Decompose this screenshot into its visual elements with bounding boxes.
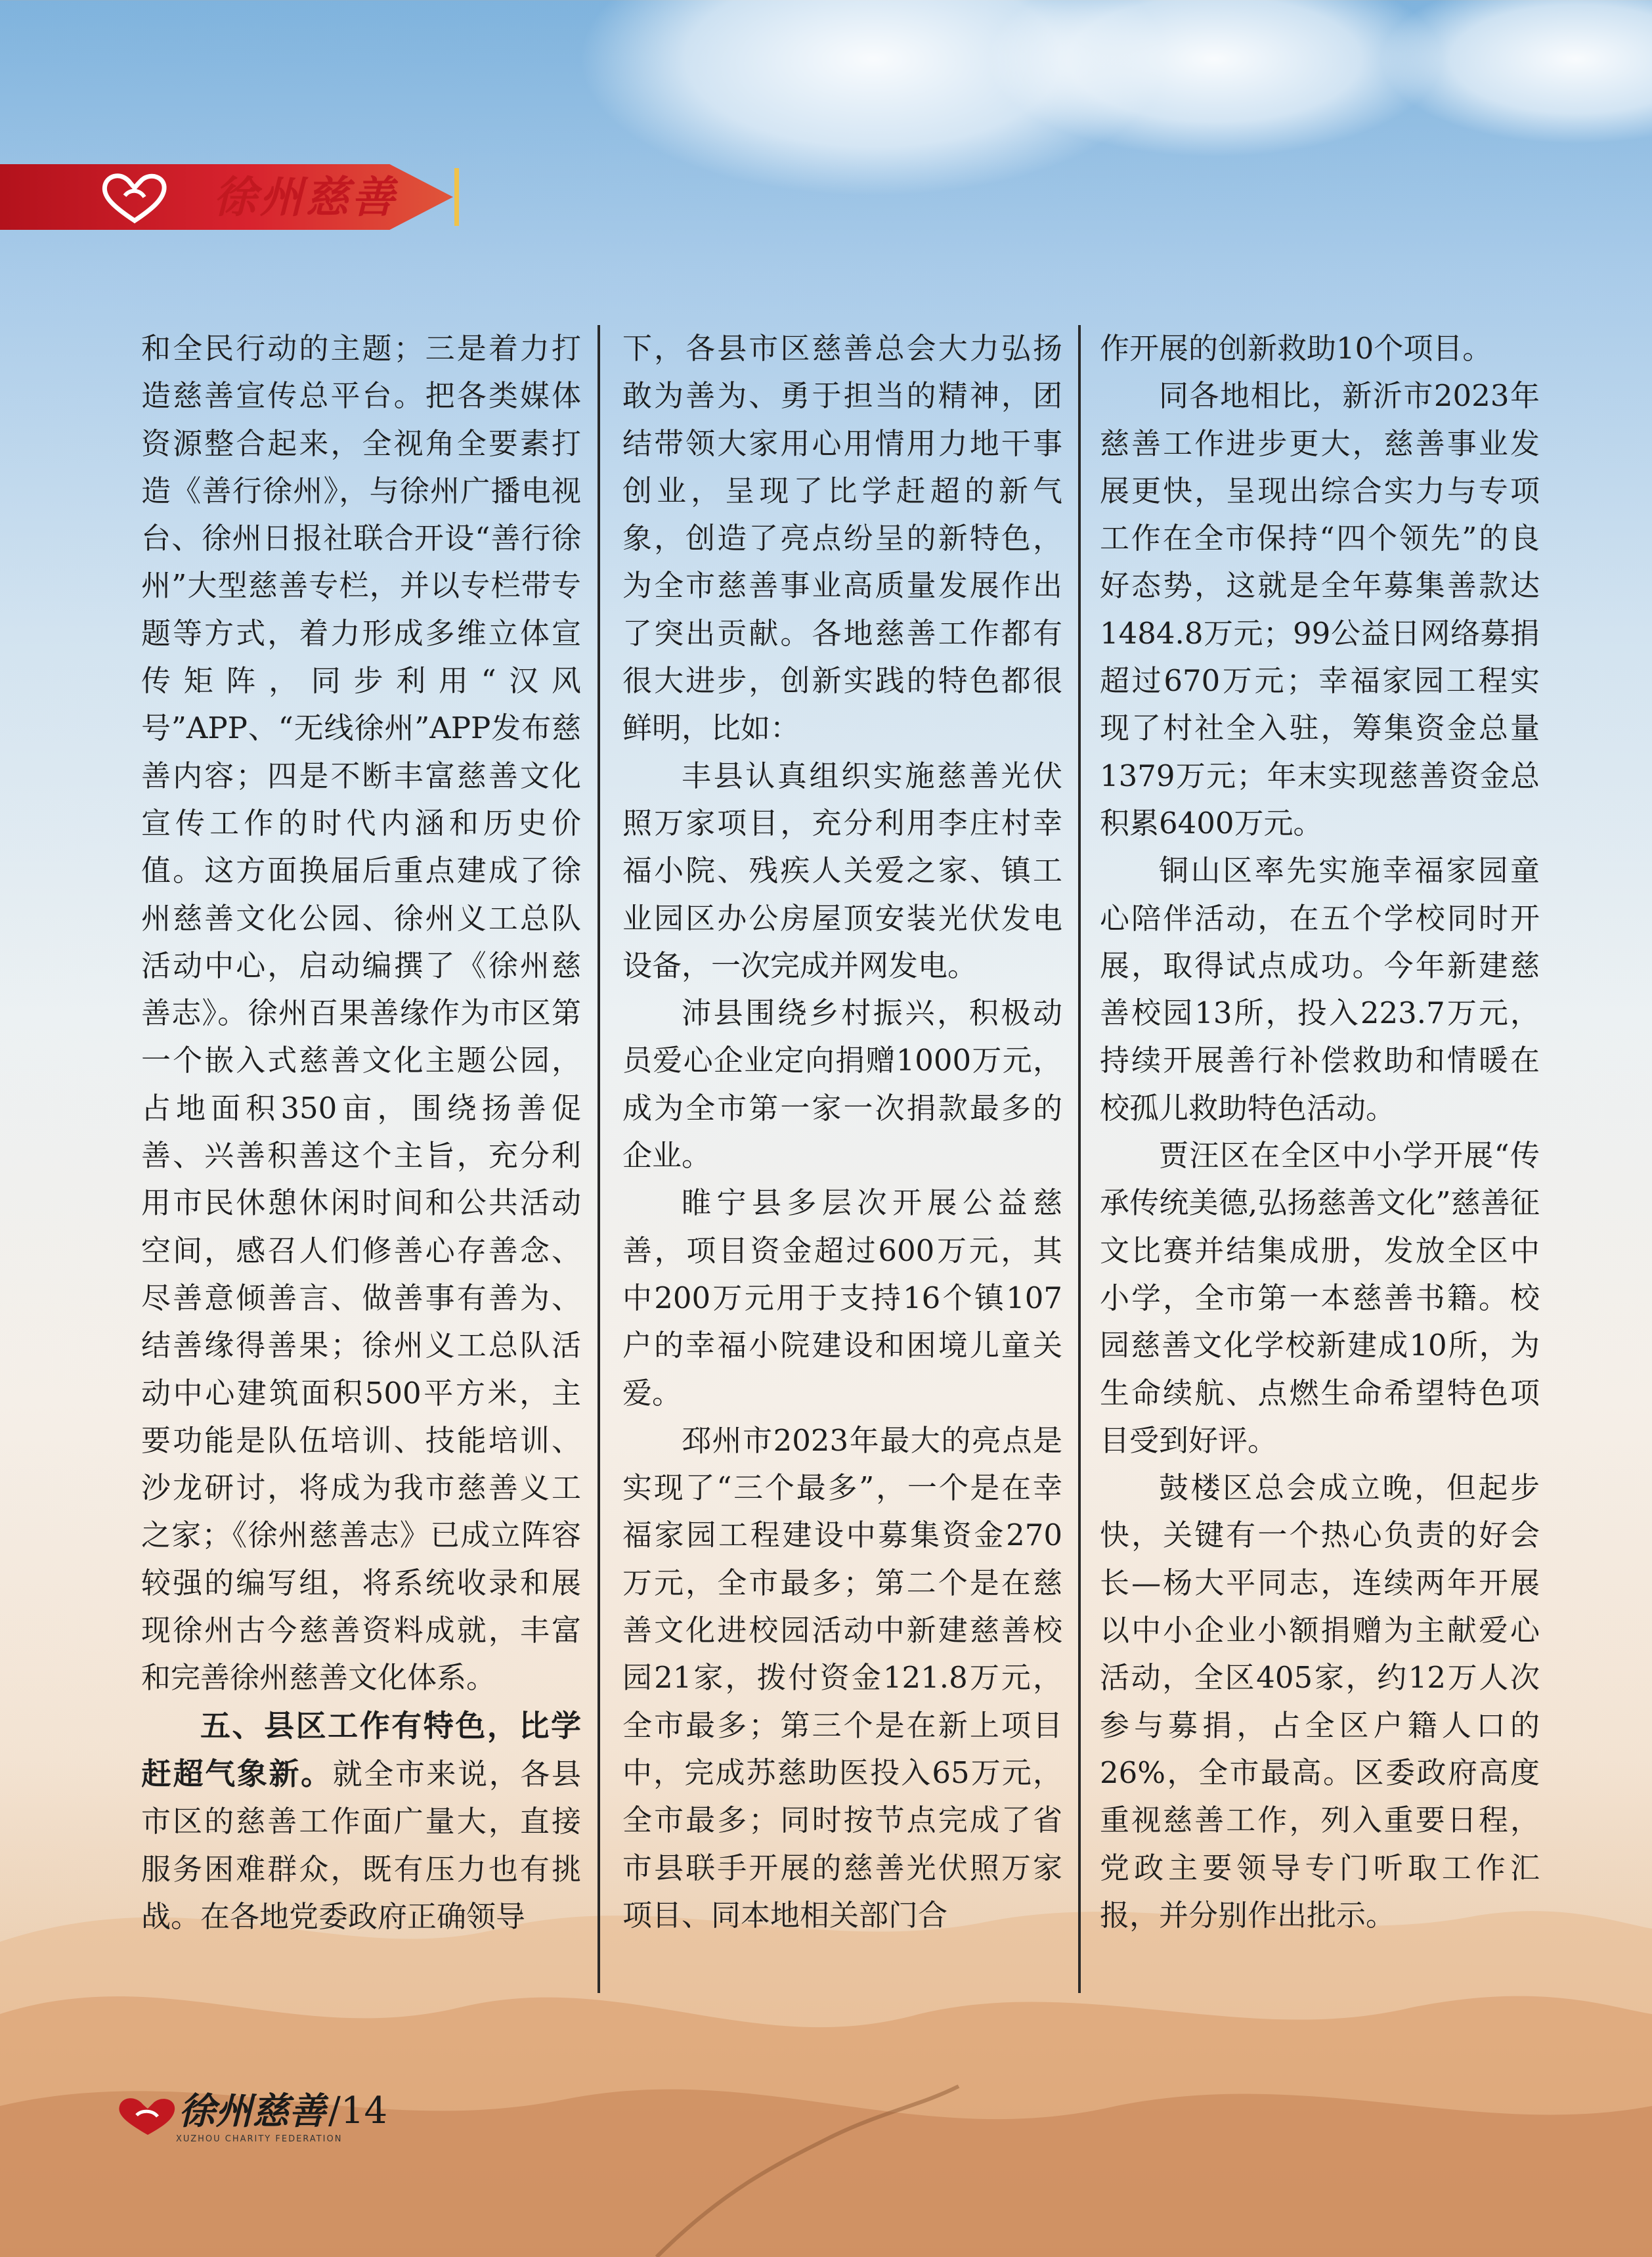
text-column-1 bbox=[141, 325, 581, 1993]
footer-subtitle: XUZHOU CHARITY FEDERATION bbox=[176, 2134, 343, 2144]
paragraph: 和全民行动的主题；三是着力打造慈善宣传总平台。把各类媒体资源整合起来，全视角全要素打造《善行徐州》，与徐州广播电视台、徐州日报社联合开设“善行徐州”大型慈善专栏，并以专栏带专题等方式，着力形成多维立体宣传矩阵，同步利用“汉风号”APP、“无线徐州”APP发布慈善内容；四是不断丰富慈善文化宣传工作的时代内涵和历史价值。这方面换届后重点建成了徐州慈善文化公园、徐州义工总队活动中心，启动编撰了《徐州慈善志》。徐州百果善缘作为市区第一个嵌入式慈善文化主题公园，占地面积350亩，围绕扬善促善、兴善积善这个主旨，充分利用市民休憩休闲时间和公共活动空间，感召人们修善心存善念、尽善意倾善言、做善事有善为、结善缘得善果；徐州义工总队活动中心建筑面积500平方米，主要功能是队伍培训、技能培训、沙龙研讨，将成为我市慈善义工之家；《徐州慈善志》已成立阵容较强的编写组，将系统收录和展现徐州古今慈善资料成就，丰富和完善徐州慈善文化体系。 bbox=[141, 331, 581, 1696]
column-divider bbox=[598, 325, 600, 1993]
magazine-title: 徐州慈善 bbox=[213, 171, 397, 223]
paragraph: 丰县认真组织实施慈善光伏照万家项目，充分利用李庄村幸福小院、残疾人关爱之家、镇工业园区办公房屋顶安装光伏发电设备，一次完成并网发电。 bbox=[622, 758, 1062, 983]
paragraph: 下，各县市区慈善总会大力弘扬敢为善为、勇于担当的精神，团结带领大家用心用情用力地干事创业，呈现了比学赶超的新气象，创造了亮点纷呈的新特色，为全市慈善事业高质量发展作出了突出贡献。各地慈善工作都有很大进步，创新实践的特色都很鲜明，比如： bbox=[622, 331, 1062, 746]
text-column-3 bbox=[1100, 325, 1540, 1993]
paragraph: 睢宁县多层次开展公益慈善，项目资金超过600万元，其中200万元用于支持16个镇107户的幸福小院建设和困境儿童关爱。 bbox=[622, 1185, 1062, 1411]
paragraph: 铜山区率先实施幸福家园童心陪伴活动，在五个学校同时开展，取得试点成功。今年新建慈善校园13所，投入223.7万元，持续开展善行补偿救助和情暖在校孤儿救助特色活动。 bbox=[1100, 853, 1540, 1126]
sky-cloud bbox=[1379, 0, 1652, 144]
page-number: /14 bbox=[328, 2090, 388, 2132]
paragraph: 沛县围绕乡村振兴，积极动员爱心企业定向捐赠1000万元，成为全市第一家一次捐款最多的企业。 bbox=[622, 996, 1062, 1173]
paragraph: 作开展的创新救助10个项目。 bbox=[1100, 331, 1492, 366]
column-divider bbox=[1078, 325, 1081, 1993]
article-body bbox=[141, 325, 1540, 1993]
charity-heart-logo bbox=[112, 2093, 184, 2137]
footer-magazine-title: 徐州慈善 bbox=[179, 2090, 326, 2133]
paragraph bbox=[141, 1702, 581, 1940]
text-column-2 bbox=[622, 325, 1062, 1993]
section-heading: 五、县区工作有特色，比学赶超气象新。 bbox=[141, 1707, 581, 1791]
paragraph: 贾汪区在全区中小学开展“传承传统美德,弘扬慈善文化”慈善征文比赛并结集成册，发放全区中小学，全市第一本慈善书籍。校园慈善文化学校新建成10所，为生命续航、点燃生命希望特色项目受到好评。 bbox=[1100, 1138, 1540, 1458]
paragraph: 鼓楼区总会成立晚，但起步快，关键有一个热心负责的好会长—杨大平同志，连续两年开展以中小企业小额捐赠为主献爱心活动，全区405家，约12万人次参与募捐，占全区户籍人口的26%，全市最高。区委政府高度重视慈善工作，列入重要日程，党政主要领导专门听取工作汇报，并分别作出批示。 bbox=[1100, 1470, 1540, 1933]
header-accent-bar bbox=[454, 168, 459, 226]
paragraph-text: 就全市来说，各县市区的慈善工作面广量大，直接服务困难群众，既有压力也有挑战。在各地党委政府正确领导 bbox=[141, 1756, 581, 1934]
paragraph: 同各地相比，新沂市2023年慈善工作进步更大，慈善事业发展更快，呈现出综合实力与专项工作在全市保持“四个领先”的良好态势，这就是全年募集善款达1484.8万元；99公益日网络募捐超过670万元；幸福家园工程实现了村社全入驻，筹集资金总量1379万元；年末实现慈善资金总积累6400万元。 bbox=[1100, 378, 1540, 841]
charity-heart-logo bbox=[98, 169, 171, 225]
paragraph: 邳州市2023年最大的亮点是实现了“三个最多”，一个是在幸福家园工程建设中募集资金270万元，全市最多；第二个是在慈善文化进校园活动中新建慈善校园21家，拨付资金121.8万元，全市最多；第三个是在新上项目中，完成苏慈助医投入65万元，全市最多；同时按节点完成了省市县联手开展的慈善光伏照万家项目、同本地相关部门合 bbox=[622, 1422, 1062, 1933]
